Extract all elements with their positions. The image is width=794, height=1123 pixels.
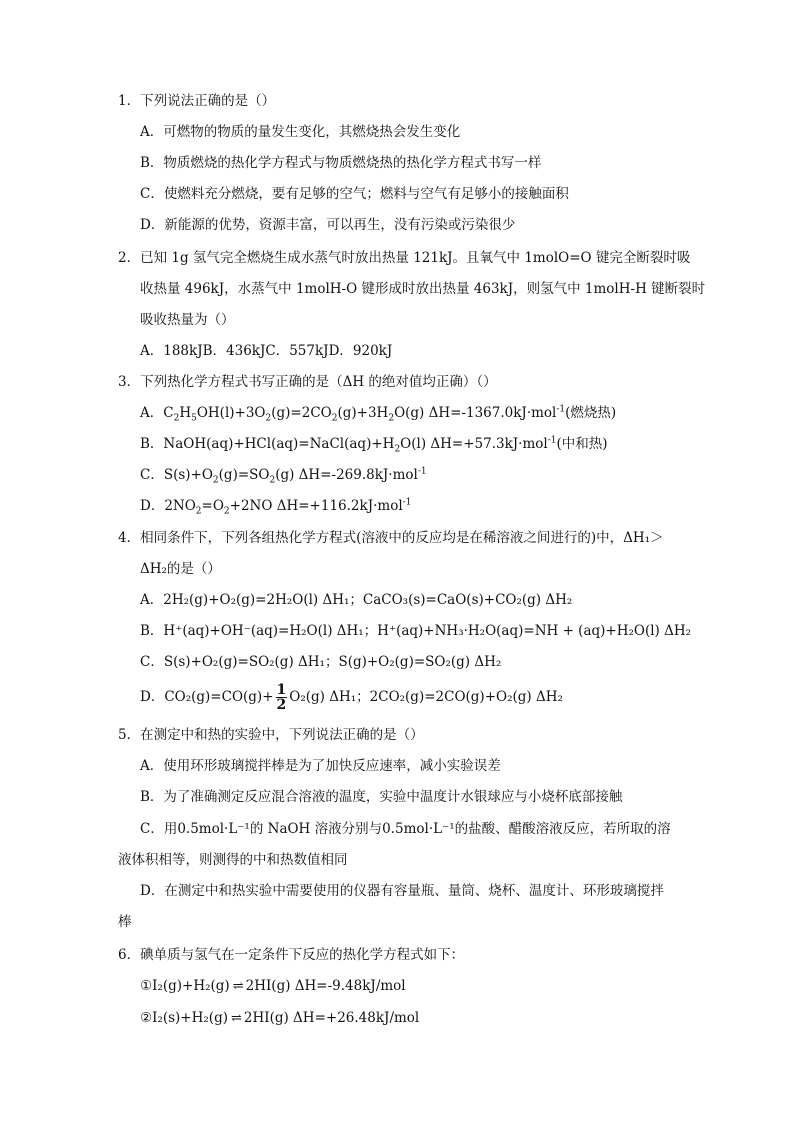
q3-option-a: A．$C_2H_5OH(l)+3O_2(g)=2CO_2(g)+3H_2O(g)$ ΔH=-1367.0kJ·mol$^{-1}$(燃烧热) — [140, 404, 617, 424]
q4-option-c: C．S(s)+O₂(g)=SO₂(g) ΔH₁；S(g)+O₂(g)=SO₂(g) ΔH₂ — [140, 654, 502, 670]
fraction-one-half: $\frac{1}{2}$ — [276, 682, 287, 713]
q5-option-a: A．使用环形玻璃搅拌棒是为了加快反应速率，减小实验误差 — [140, 758, 501, 774]
q6-reaction-2: ②I₂(s)+H₂(g) ⇌ 2HI(g) ΔH=+26.48kJ/mol — [140, 1008, 419, 1029]
q1-stem: 1．下列说法正确的是（） — [118, 93, 276, 109]
q4-option-a: A．2H₂(g)+O₂(g)=2H₂O(l) ΔH₁；CaCO₃(s)=CaO(s)+CO₂(g) ΔH₂ — [140, 592, 573, 608]
q1-option-d: D．新能源的优势，资源丰富，可以再生，没有污染或污染很少 — [140, 217, 516, 233]
reversible-arrow-icon: ⇌ — [230, 1011, 241, 1026]
q6-reaction-1: ①I₂(g)+H₂(g) ⇌ 2HI(g) ΔH=-9.48kJ/mol — [140, 976, 406, 997]
q4-option-b: B．H⁺(aq)+OH⁻(aq)=H₂O(l) ΔH₁；H⁺(aq)+NH₃·H₂O(aq)=NH + (aq)+H₂O(l) ΔH₂ — [140, 623, 692, 639]
q5-option-d-line2: 棒 — [118, 914, 132, 930]
q5-option-b: B．为了准确测定反应混合溶液的温度，实验中温度计水银球应与小烧杯底部接触 — [140, 789, 623, 805]
q5-option-d-line1: D．在测定中和热实验中需要使用的仪器有容量瓶、量筒、烧杯、温度计、环形玻璃搅拌 — [140, 883, 664, 899]
q4-stem-line1: 4．相同条件下，下列各组热化学方程式(溶液中的反应均是在稀溶液之间进行的)中，ΔH₁＞ — [118, 530, 664, 546]
reversible-arrow-icon: ⇌ — [232, 979, 243, 994]
q3-option-b: B．$NaOH(aq)+HCl(aq)=NaCl(aq)+H_2O(l)$ ΔH=+57.3kJ·mol$^{-1}$(中和热) — [140, 435, 608, 455]
q2-stem-line3: 吸收热量为（） — [140, 312, 235, 328]
q5-option-c-line1: C．用0.5mol·L⁻¹的 NaOH 溶液分别与0.5mol·L⁻¹的盐酸、醋酸溶液反应，若所取的溶 — [140, 821, 671, 837]
q1-option-a: A．可燃物的物质的量发生变化，其燃烧热会发生变化 — [140, 124, 461, 140]
q4-option-d: D．CO₂(g)=CO(g)+ $\frac{1}{2}$ O₂(g) ΔH₁；2CO₂(g)=2CO(g)+O₂(g) ΔH₂ — [140, 682, 563, 713]
q2-stem-line1: 2．已知 1g 氢气完全燃烧生成水蒸气时放出热量 121kJ。且氧气中 1molO=O 键完全断裂时吸 — [118, 250, 691, 266]
q1-option-c: C．使燃料充分燃烧，要有足够的空气；燃料与空气有足够小的接触面积 — [140, 186, 569, 202]
q1-option-b: B．物质燃烧的热化学方程式与物质燃烧热的热化学方程式书写一样 — [140, 155, 542, 171]
q5-stem: 5．在测定中和热的实验中，下列说法正确的是（） — [118, 727, 424, 743]
q4-stem-line2: ΔH₂的是（） — [140, 561, 221, 577]
q2-stem-line2: 收热量 496kJ，水蒸气中 1molH-O 键形成时放出热量 463kJ，则氢气中 1molH-H 键断裂时 — [140, 281, 706, 297]
q5-option-c-line2: 液体积相等，则测得的中和热数值相同 — [118, 852, 348, 868]
q6-stem: 6．碘单质与氢气在一定条件下反应的热化学方程式如下： — [118, 947, 465, 963]
q3-option-d: D．$2NO_2=O_2+2NO$ ΔH=+116.2kJ·mol$^{-1}$ — [140, 497, 412, 517]
q3-option-c: C．$S(s)+O_2(g)=SO_2(g)$ ΔH=-269.8kJ·mol$^{-1}$ — [140, 466, 427, 486]
q2-options: A．188kJB．436kJC．557kJD．920kJ — [140, 343, 393, 359]
q3-stem: 3．下列热化学方程式书写正确的是（ΔH 的绝对值均正确）（） — [118, 374, 497, 390]
